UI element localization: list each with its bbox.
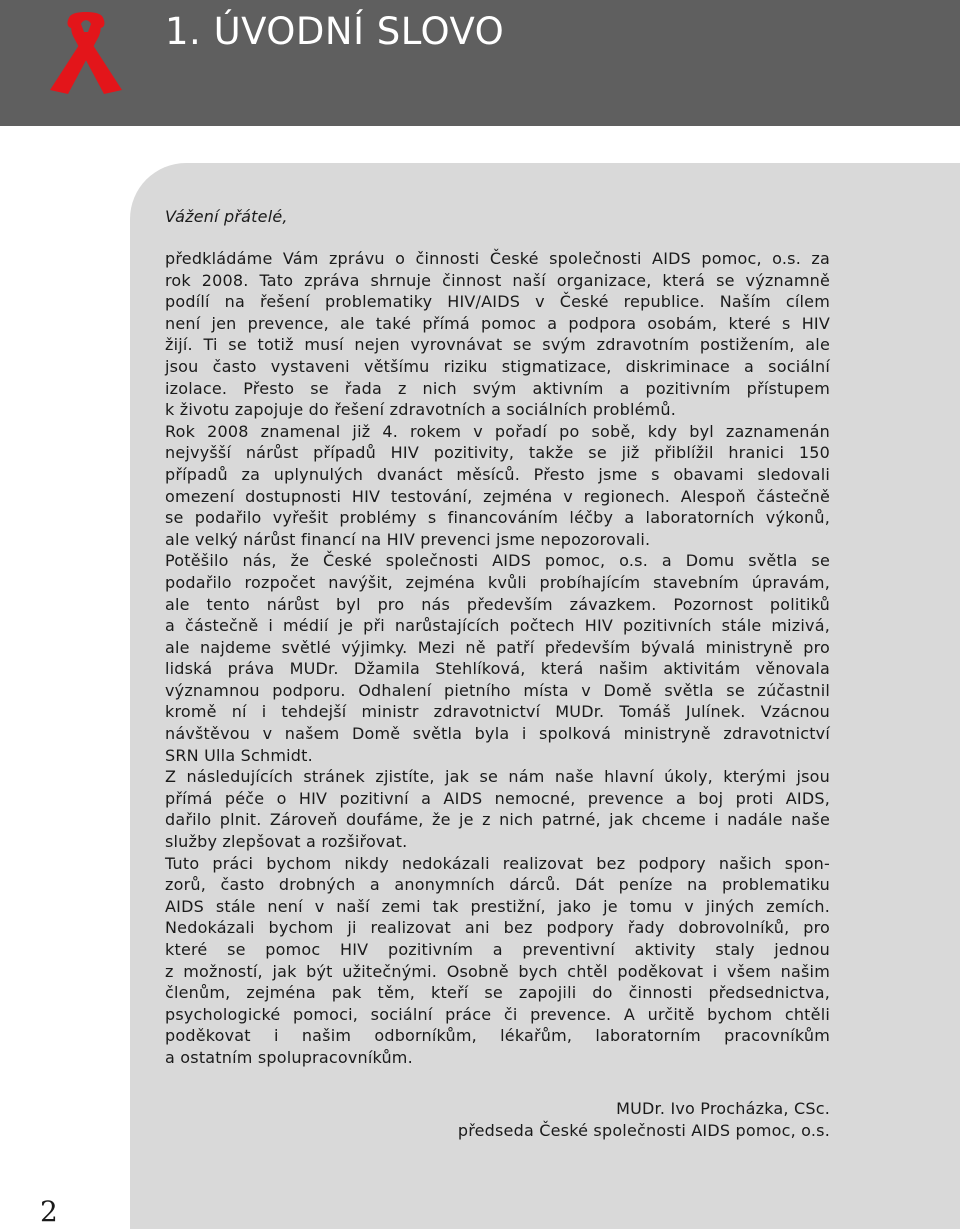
letter-line: izolace. Přesto se řada z nich svým aktivním a pozitivním přístupem: [165, 378, 830, 398]
letter-line: členům, zejména pak těm, kteří se zapojili do činnosti předsednictva,: [165, 983, 830, 1003]
letter-line: ale tento nárůst byl pro nás především závazkem. Pozornost politiků: [165, 594, 830, 614]
page-number: 2: [40, 1195, 58, 1228]
letter-line: dařilo plnit. Zároveň doufáme, že je z nich patrné, jak chceme i nadále naše: [165, 810, 830, 830]
letter-line: jsou často vystaveni většímu riziku stigmatizace, diskriminace a sociální: [165, 356, 830, 376]
red-ribbon-icon: [44, 2, 128, 96]
letter-body: [165, 248, 830, 1069]
letter-line: Z následujících stránek zjistíte, jak se nám naše hlavní úkoly, kterými jsou: [165, 767, 830, 787]
letter-line: Nedokázali bychom ji realizovat ani bez podpory řady dobrovolníků, pro: [165, 918, 830, 938]
letter-line: psychologické pomoci, sociální práce či prevence. A určitě bychom chtěli: [165, 1004, 830, 1024]
letter-line: a ostatním spolupracovníkům.: [165, 1047, 413, 1067]
letter-line: případů za uplynulých dvanáct měsíců. Přesto jsme s obavami sledovali: [165, 464, 830, 484]
letter-line: ale najdeme světlé výjimky. Mezi ně patří především bývalá ministryně pro: [165, 637, 830, 657]
letter-line: se podařilo vyřešit problémy s financováním léčby a laboratorních výkonů,: [165, 508, 830, 528]
letter-line: rok 2008. Tato zpráva shrnuje činnost naší organizace, která se významně: [165, 270, 830, 290]
signature-role: předseda České společnosti AIDS pomoc, o.s.: [457, 1121, 830, 1140]
letter-line: ale velký nárůst financí na HIV prevenci jsme nepozorovali.: [165, 529, 651, 549]
letter-line: Potěšilo nás, že České společnosti AIDS pomoc, o.s. a Domu světla se: [165, 551, 830, 571]
letter-line: poděkovat i našim odborníkům, lékařům, laboratorním pracovníkům: [165, 1026, 830, 1046]
letter-line: kromě ní i tehdejší ministr zdravotnictví MUDr. Tomáš Julínek. Vzácnou: [165, 702, 830, 722]
signature-name: MUDr. Ivo Procházka, CSc.: [616, 1099, 830, 1118]
salutation: Vážení přátelé,: [165, 207, 288, 226]
letter-line: návštěvou v našem Domě světla byla i spolková ministryně zdravotnictví: [165, 724, 830, 744]
letter-line: omezení dostupnosti HIV testování, zejména v regionech. Alespoň částečně: [165, 486, 830, 506]
letter-line: podílí na řešení problematiky HIV/AIDS v České republice. Naším cílem: [165, 292, 830, 312]
letter-line: zorů, často drobných a anonymních dárců. Dát peníze na problematiku: [165, 875, 830, 895]
letter-line: a částečně i médií je při narůstajících počtech HIV pozitivních stále mizivá,: [165, 616, 830, 636]
letter-line: AIDS stále není v naší zemi tak prestižní, jako je tomu v jiných zemích.: [165, 896, 830, 916]
letter-line: přímá péče o HIV pozitivní a AIDS nemocné, prevence a boj proti AIDS,: [165, 788, 830, 808]
letter-line: žijí. Ti se totiž musí nejen vyrovnávat se svým zdravotním postižením, ale: [165, 335, 830, 355]
letter-line: Rok 2008 znamenal již 4. rokem v pořadí po sobě, kdy byl zaznamenán: [165, 421, 830, 441]
letter-line: není jen prevence, ale také přímá pomoc a podpora osobám, které s HIV: [165, 313, 830, 333]
letter-line: k životu zapojuje do řešení zdravotních a sociálních problémů.: [165, 400, 677, 420]
signature-block: [458, 1098, 830, 1142]
letter-line: Tuto práci bychom nikdy nedokázali realizovat bez podpory našich spon-: [165, 853, 830, 873]
letter-line: předkládáme Vám zprávu o činnosti České společnosti AIDS pomoc, o.s. za: [165, 249, 830, 268]
letter-line: lidská práva MUDr. Džamila Stehlíková, která našim aktivitám věnovala: [165, 659, 830, 679]
letter-line: podařilo rozpočet navýšit, zejména kvůli probíhajícím stavebním úpravám,: [165, 572, 830, 592]
letter-line: SRN Ulla Schmidt.: [165, 745, 313, 765]
letter-line: služby zlepšovat a rozšiřovat.: [165, 832, 408, 852]
letter-line: významnou podporu. Odhalení pietního místa v Domě světla se zúčastnil: [165, 680, 830, 700]
letter-line: které se pomoc HIV pozitivním a preventivní aktivity staly jednou: [165, 940, 830, 959]
letter-line: z možností, jak být užitečnými. Osobně bych chtěl poděkovat i všem našim: [165, 961, 830, 981]
letter-line: nejvyšší nárůst případů HIV pozitivity, takže se již přiblížil hranici 150: [165, 443, 830, 463]
chapter-title: 1. ÚVODNÍ SLOVO: [165, 10, 505, 53]
page-number-strip: [0, 1170, 130, 1229]
